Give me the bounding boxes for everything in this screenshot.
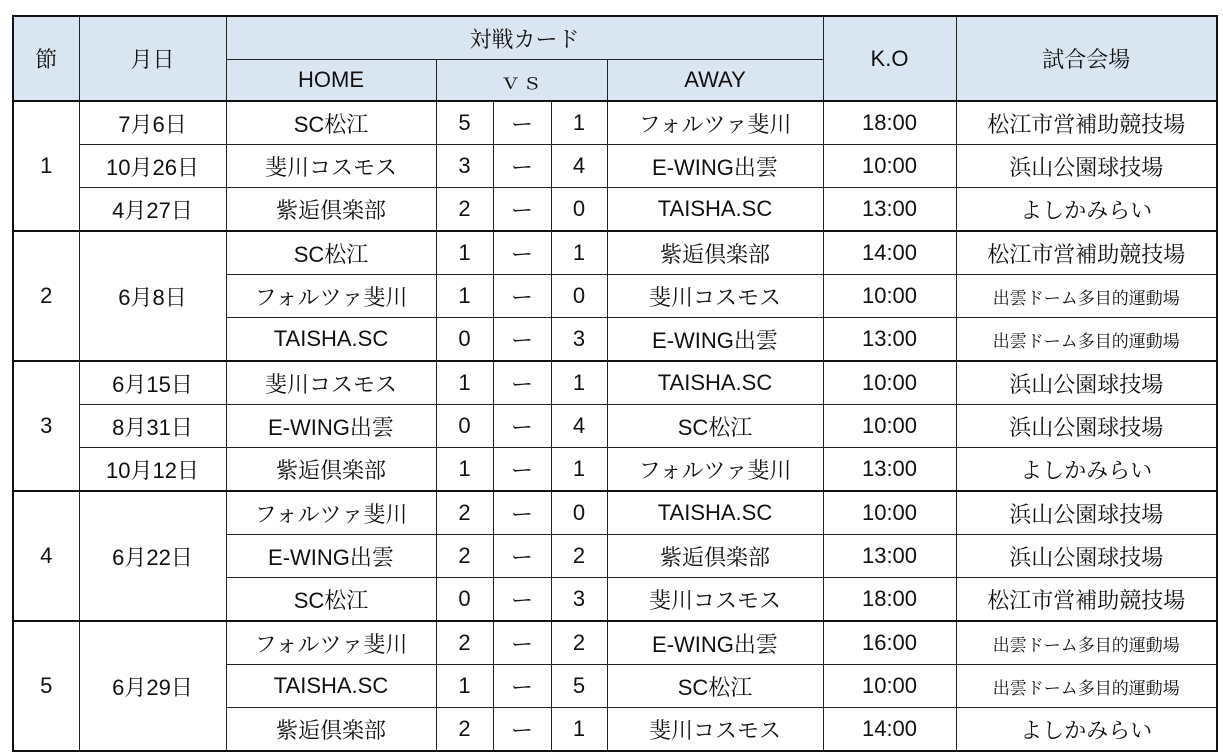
table-row — [13, 361, 1217, 405]
away-score: 1 — [551, 231, 607, 275]
table-header — [13, 16, 1217, 101]
away-team: E-WING出雲 — [607, 318, 823, 362]
kickoff-time: 13:00 — [823, 318, 956, 362]
score-dash: ー — [493, 405, 551, 448]
away-team: TAISHA.SC — [607, 491, 823, 535]
home-team: SC松江 — [226, 101, 436, 145]
away-team: フォルツァ斐川 — [607, 448, 823, 492]
away-score: 3 — [551, 318, 607, 362]
away-score: 3 — [551, 578, 607, 622]
score-dash: ー — [493, 578, 551, 622]
kickoff-time: 13:00 — [823, 535, 956, 578]
home-score: 2 — [436, 535, 493, 578]
home-team: 斐川コスモス — [226, 145, 436, 188]
away-team: 斐川コスモス — [607, 275, 823, 318]
round-number: 4 — [13, 491, 79, 621]
score-dash: ー — [493, 145, 551, 188]
match-date: 10月26日 — [79, 145, 226, 188]
venue: 出雲ドーム多目的運動場 — [956, 665, 1217, 708]
away-score: 0 — [551, 188, 607, 232]
header-home: HOME — [226, 60, 436, 102]
away-team: TAISHA.SC — [607, 188, 823, 232]
away-score: 4 — [551, 145, 607, 188]
score-dash: ー — [493, 318, 551, 362]
home-team: 斐川コスモス — [226, 361, 436, 405]
away-score: 5 — [551, 665, 607, 708]
header-vs: ｖｓ — [436, 60, 607, 102]
kickoff-time: 18:00 — [823, 578, 956, 622]
kickoff-time: 16:00 — [823, 621, 956, 665]
kickoff-time: 10:00 — [823, 145, 956, 188]
home-team: TAISHA.SC — [226, 665, 436, 708]
away-team: 紫逅倶楽部 — [607, 231, 823, 275]
away-score: 1 — [551, 448, 607, 492]
venue: 出雲ドーム多目的運動場 — [956, 621, 1217, 665]
kickoff-time: 10:00 — [823, 491, 956, 535]
score-dash: ー — [493, 275, 551, 318]
header-round: 節 — [13, 16, 79, 101]
home-team: フォルツァ斐川 — [226, 275, 436, 318]
table-row — [13, 448, 1217, 492]
venue: 浜山公園球技場 — [956, 405, 1217, 448]
table-row — [13, 491, 1217, 535]
home-score: 0 — [436, 405, 493, 448]
home-score: 3 — [436, 145, 493, 188]
away-score: 1 — [551, 101, 607, 145]
away-score: 1 — [551, 361, 607, 405]
venue: 出雲ドーム多目的運動場 — [956, 318, 1217, 362]
venue: よしかみらい — [956, 708, 1217, 752]
table-row — [13, 621, 1217, 665]
header-venue: 試合会場 — [956, 16, 1217, 101]
score-dash: ー — [493, 535, 551, 578]
score-dash: ー — [493, 621, 551, 665]
home-team: 紫逅倶楽部 — [226, 448, 436, 492]
away-team: SC松江 — [607, 665, 823, 708]
score-dash: ー — [493, 188, 551, 232]
match-date: 10月12日 — [79, 448, 226, 492]
venue: 浜山公園球技場 — [956, 145, 1217, 188]
match-schedule-table — [12, 15, 1218, 752]
score-dash: ー — [493, 491, 551, 535]
venue: 浜山公園球技場 — [956, 491, 1217, 535]
home-score: 1 — [436, 665, 493, 708]
venue: よしかみらい — [956, 448, 1217, 492]
round-number: 1 — [13, 101, 79, 231]
header-away: AWAY — [607, 60, 823, 102]
round-number: 5 — [13, 621, 79, 751]
home-score: 1 — [436, 275, 493, 318]
venue: 松江市営補助競技場 — [956, 231, 1217, 275]
venue: 松江市営補助競技場 — [956, 101, 1217, 145]
header-date: 月日 — [79, 16, 226, 101]
table-row — [13, 231, 1217, 275]
header-kickoff: K.O — [823, 16, 956, 101]
venue: よしかみらい — [956, 188, 1217, 232]
away-score: 2 — [551, 535, 607, 578]
kickoff-time: 14:00 — [823, 231, 956, 275]
away-score: 0 — [551, 275, 607, 318]
kickoff-time: 10:00 — [823, 361, 956, 405]
away-team: E-WING出雲 — [607, 621, 823, 665]
home-score: 1 — [436, 361, 493, 405]
away-team: フォルツァ斐川 — [607, 101, 823, 145]
home-score: 2 — [436, 491, 493, 535]
home-team: E-WING出雲 — [226, 535, 436, 578]
away-score: 0 — [551, 491, 607, 535]
home-team: SC松江 — [226, 231, 436, 275]
venue: 出雲ドーム多目的運動場 — [956, 275, 1217, 318]
table-row — [13, 101, 1217, 145]
match-date: 6月22日 — [79, 491, 226, 621]
kickoff-time: 10:00 — [823, 665, 956, 708]
home-team: TAISHA.SC — [226, 318, 436, 362]
away-team: SC松江 — [607, 405, 823, 448]
kickoff-time: 13:00 — [823, 188, 956, 232]
home-team: フォルツァ斐川 — [226, 621, 436, 665]
venue: 浜山公園球技場 — [956, 361, 1217, 405]
round-number: 3 — [13, 361, 79, 491]
match-date: 4月27日 — [79, 188, 226, 232]
home-score: 2 — [436, 188, 493, 232]
home-score: 2 — [436, 708, 493, 752]
score-dash: ー — [493, 708, 551, 752]
home-score: 0 — [436, 578, 493, 622]
home-team: SC松江 — [226, 578, 436, 622]
table-body — [13, 101, 1217, 751]
score-dash: ー — [493, 231, 551, 275]
venue: 松江市営補助競技場 — [956, 578, 1217, 622]
home-score: 5 — [436, 101, 493, 145]
home-team: フォルツァ斐川 — [226, 491, 436, 535]
match-date: 7月6日 — [79, 101, 226, 145]
score-dash: ー — [493, 101, 551, 145]
away-team: 斐川コスモス — [607, 708, 823, 752]
match-date: 6月8日 — [79, 231, 226, 361]
home-team: 紫逅倶楽部 — [226, 188, 436, 232]
match-date: 8月31日 — [79, 405, 226, 448]
home-team: E-WING出雲 — [226, 405, 436, 448]
away-team: 斐川コスモス — [607, 578, 823, 622]
home-score: 0 — [436, 318, 493, 362]
table-row — [13, 145, 1217, 188]
match-date: 6月29日 — [79, 621, 226, 751]
away-team: 紫逅倶楽部 — [607, 535, 823, 578]
home-score: 1 — [436, 448, 493, 492]
score-dash: ー — [493, 448, 551, 492]
away-score: 2 — [551, 621, 607, 665]
away-score: 1 — [551, 708, 607, 752]
away-team: TAISHA.SC — [607, 361, 823, 405]
home-score: 1 — [436, 231, 493, 275]
away-team: E-WING出雲 — [607, 145, 823, 188]
score-dash: ー — [493, 665, 551, 708]
score-dash: ー — [493, 361, 551, 405]
away-score: 4 — [551, 405, 607, 448]
home-score: 2 — [436, 621, 493, 665]
round-number: 2 — [13, 231, 79, 361]
table-row — [13, 405, 1217, 448]
venue: 浜山公園球技場 — [956, 535, 1217, 578]
kickoff-time: 18:00 — [823, 101, 956, 145]
kickoff-time: 14:00 — [823, 708, 956, 752]
kickoff-time: 10:00 — [823, 405, 956, 448]
home-team: 紫逅倶楽部 — [226, 708, 436, 752]
kickoff-time: 10:00 — [823, 275, 956, 318]
kickoff-time: 13:00 — [823, 448, 956, 492]
match-date: 6月15日 — [79, 361, 226, 405]
header-match-card: 対戦カード — [226, 16, 823, 60]
table-row — [13, 188, 1217, 232]
